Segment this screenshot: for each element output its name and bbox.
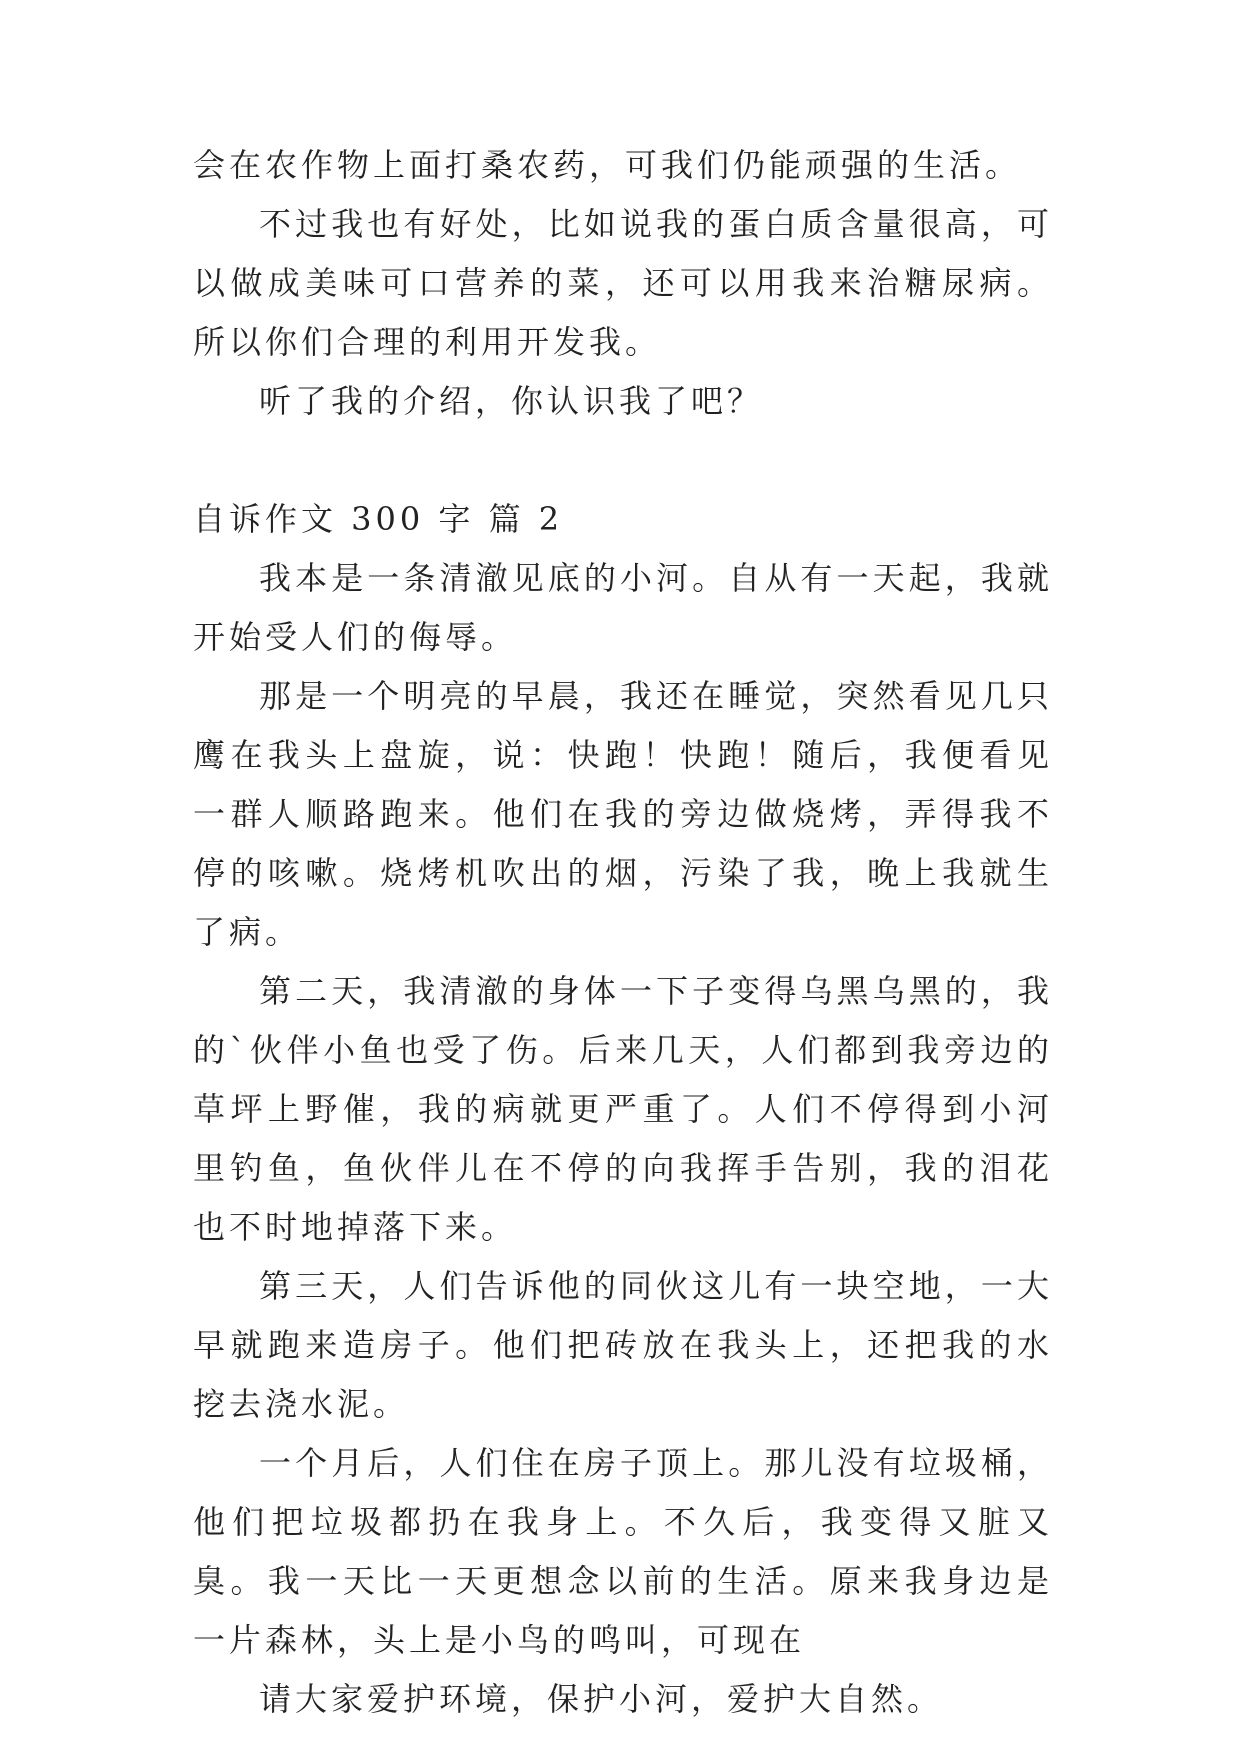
paragraph: 不过我也有好处，比如说我的蛋白质含量很高，可以做成美味可口营养的菜，还可以用我来治糖尿病。所以你们合理的利用开发我。	[193, 205, 1053, 361]
paragraph: 一个月后，人们住在房子顶上。那儿没有垃圾桶，他们把垃圾都扔在我身上。不久后，我变得又脏又臭。我一天比一天更想念以前的生活。原来我身边是一片森林，头上是小鸟的鸣叫，可现在	[193, 1444, 1053, 1659]
paragraph: 第二天，我清澈的身体一下子变得乌黑乌黑的，我的`伙伴小鱼也受了伤。后来几天，人们都到我旁边的草坪上野催，我的病就更严重了。人们不停得到小河里钓鱼，鱼伙伴儿在不停的向我挥手告别，我的泪花也不时地掉落下来。	[193, 972, 1053, 1246]
document-body	[193, 136, 1053, 1729]
blank-line	[193, 431, 1053, 490]
paragraph-continuation: 会在农作物上面打桑农药，可我们仍能顽强的生活。	[193, 146, 1022, 184]
paragraph: 请大家爱护环境，保护小河，爱护大自然。	[259, 1680, 944, 1718]
section-heading: 自诉作文 300 字 篇 2	[193, 500, 564, 538]
paragraph: 那是一个明亮的早晨，我还在睡觉，突然看见几只鹰在我头上盘旋，说：快跑！快跑！随后，我便看见一群人顺路跑来。他们在我的旁边做烧烤，弄得我不停的咳嗽。烧烤机吹出的烟，污染了我，晚上我就生了病。	[193, 677, 1053, 951]
paragraph: 听了我的介绍，你认识我了吧？	[259, 382, 764, 420]
paragraph: 我本是一条清澈见底的小河。自从有一天起，我就开始受人们的侮辱。	[193, 559, 1053, 656]
paragraph: 第三天，人们告诉他的同伙这儿有一块空地，一大早就跑来造房子。他们把砖放在我头上，还把我的水挖去浇水泥。	[193, 1267, 1053, 1423]
